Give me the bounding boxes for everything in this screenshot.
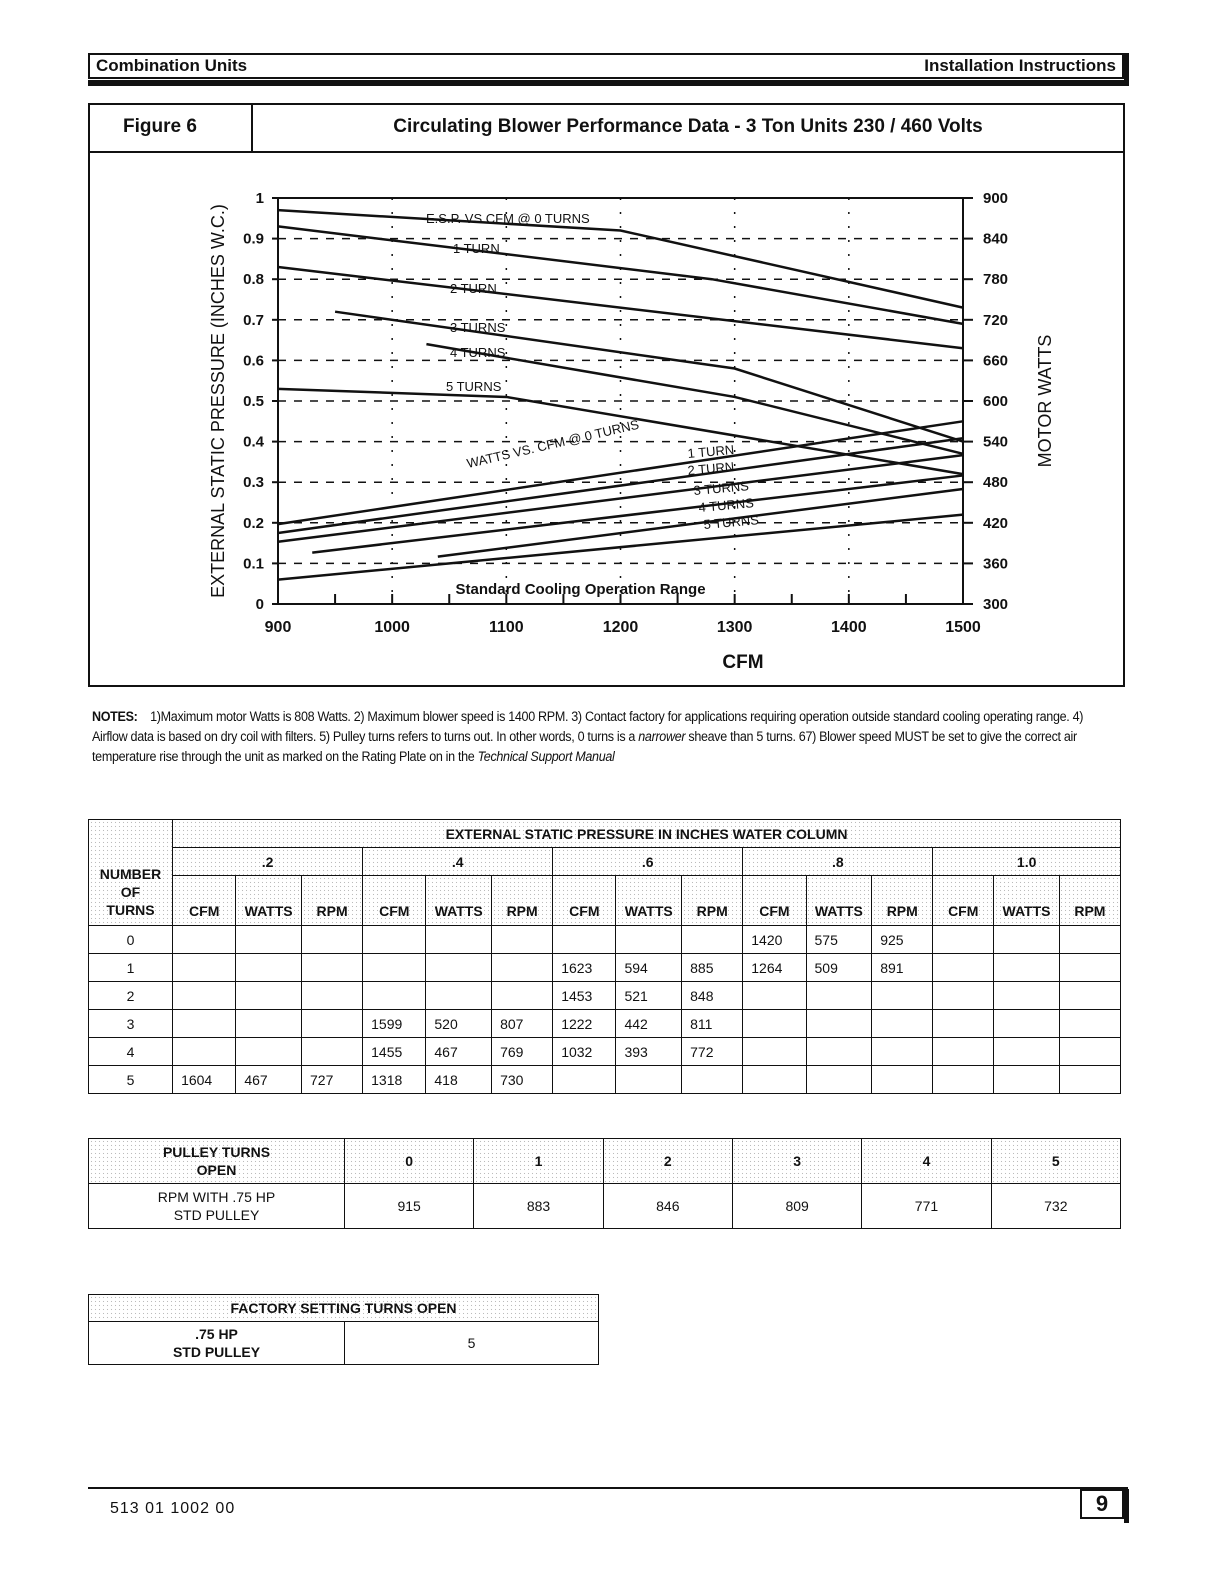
factory-row-label: [89, 1322, 345, 1365]
pressure-header: .8: [743, 848, 933, 876]
watts-series-label: 3 TURNS: [692, 478, 750, 498]
column-header-watts: WATTS: [426, 876, 492, 926]
page-number: 9: [1080, 1489, 1124, 1519]
table-cell: 467: [236, 1066, 302, 1094]
table-cell: 594: [616, 954, 682, 982]
column-header-cfm: CFM: [363, 876, 426, 926]
table-row: [89, 926, 1121, 954]
y-left-tick-label: 1: [255, 190, 264, 207]
pulley-turns-header: [89, 1139, 345, 1184]
watts-series-label: 5 TURNS: [702, 512, 760, 532]
table-cell: [302, 982, 363, 1010]
table-cell: 730: [492, 1066, 553, 1094]
esp-table-title: EXTERNAL STATIC PRESSURE IN INCHES WATER COLUMN: [173, 820, 1121, 848]
pulley-turn-header: 3: [732, 1139, 861, 1184]
table-cell: 1455: [363, 1038, 426, 1066]
column-header-rpm: RPM: [302, 876, 363, 926]
y-left-tick-label: 0.7: [243, 311, 264, 329]
table-cell: [426, 954, 492, 982]
factory-setting-table: [88, 1294, 599, 1365]
header-rule: [88, 80, 1128, 86]
column-header-watts: WATTS: [616, 876, 682, 926]
table-cell: [236, 1010, 302, 1038]
turns-cell: 3: [89, 1010, 173, 1038]
pulley-row-label-line1: RPM WITH .75 HP: [157, 1189, 276, 1205]
table-cell: [492, 982, 553, 1010]
table-cell: [236, 954, 302, 982]
table-cell: [236, 982, 302, 1010]
table-row: [89, 1066, 1121, 1094]
table-cell: [806, 982, 872, 1010]
notes-italic-2: Technical Support Manual: [477, 749, 615, 764]
y-right-tick-label: 540: [983, 433, 1009, 451]
column-header-rpm: RPM: [682, 876, 743, 926]
table-cell: 1222: [553, 1010, 616, 1038]
table-cell: 467: [426, 1038, 492, 1066]
table-cell: [872, 1038, 933, 1066]
table-cell: [616, 926, 682, 954]
y-left-tick-label: 0.8: [243, 271, 264, 289]
x-tick-label: 1500: [945, 619, 981, 636]
y-left-axis-label: EXTERNAL STATIC PRESSURE (INCHES W.C.): [208, 204, 228, 598]
page-number-shadow: [1124, 1489, 1129, 1523]
column-header-cfm: CFM: [743, 876, 806, 926]
x-tick-label: 1200: [602, 619, 639, 636]
table-cell: [743, 1066, 806, 1094]
turns-cell: 0: [89, 926, 173, 954]
factory-label-line2: STD PULLEY: [172, 1344, 261, 1360]
x-tick-label: 1000: [374, 619, 410, 636]
watts-series-label: WATTS VS. CFM @ 0 TURNS: [465, 416, 641, 471]
figure-label: Figure 6: [123, 116, 197, 137]
table-cell: [302, 1010, 363, 1038]
y-left-tick-label: 0.9: [243, 230, 264, 248]
esp-series-label: 3 TURNS: [450, 320, 506, 335]
pressure-header: .6: [553, 848, 743, 876]
table-cell: [806, 1038, 872, 1066]
table-cell: 1604: [173, 1066, 236, 1094]
y-right-tick-label: 480: [983, 474, 1009, 492]
column-header-rpm: RPM: [492, 876, 553, 926]
table-cell: [426, 982, 492, 1010]
table-cell: 521: [616, 982, 682, 1010]
header-right-title: Installation Instructions: [924, 56, 1116, 75]
x-tick-label: 1300: [716, 619, 753, 636]
pulley-rpm-cell: 915: [345, 1184, 474, 1229]
table-cell: [173, 1038, 236, 1066]
esp-series-label: 2 TURN: [450, 281, 497, 296]
table-cell: 1318: [363, 1066, 426, 1094]
table-cell: [994, 1038, 1060, 1066]
table-cell: [363, 926, 426, 954]
column-header-rpm: RPM: [872, 876, 933, 926]
table-cell: [302, 1038, 363, 1066]
factory-value: 5: [345, 1322, 599, 1365]
watts-series-label: 2 TURN: [686, 458, 735, 478]
column-header-watts: WATTS: [806, 876, 872, 926]
blower-performance-chart: [88, 153, 1123, 685]
figure-title: Circulating Blower Performance Data - 3 Ton Units 230 / 460 Volts: [393, 116, 983, 137]
watts-series-line: [278, 438, 963, 533]
y-right-tick-label: 660: [983, 352, 1009, 370]
table-cell: 1599: [363, 1010, 426, 1038]
table-cell: [743, 982, 806, 1010]
esp-series-label: 1 TURN: [453, 241, 500, 256]
pulley-rpm-cell: 883: [474, 1184, 603, 1229]
table-cell: [743, 1038, 806, 1066]
y-right-tick-label: 360: [983, 555, 1009, 573]
pulley-row-label-line2: STD PULLEY: [173, 1207, 260, 1223]
notes-paragraph: [92, 707, 1120, 767]
table-cell: [933, 1066, 994, 1094]
row-header-turns-label: NUMBER OF TURNS: [99, 866, 162, 918]
table-cell: 769: [492, 1038, 553, 1066]
table-cell: [426, 926, 492, 954]
table-cell: [553, 1066, 616, 1094]
table-cell: [1059, 926, 1120, 954]
table-cell: [872, 1066, 933, 1094]
table-cell: [553, 926, 616, 954]
table-cell: [933, 1010, 994, 1038]
table-cell: [173, 982, 236, 1010]
pulley-row-label: [89, 1184, 345, 1229]
table-cell: [872, 1010, 933, 1038]
table-cell: [236, 926, 302, 954]
factory-table-title: FACTORY SETTING TURNS OPEN: [89, 1295, 599, 1322]
pulley-rpm-cell: 846: [603, 1184, 732, 1229]
y-left-tick-label: 0.2: [243, 514, 264, 532]
table-cell: 520: [426, 1010, 492, 1038]
pulley-turns-table: [88, 1138, 1121, 1229]
table-cell: 891: [872, 954, 933, 982]
turns-cell: 1: [89, 954, 173, 982]
table-cell: [173, 954, 236, 982]
y-right-tick-label: 600: [983, 393, 1009, 410]
table-cell: [933, 926, 994, 954]
table-cell: [1059, 982, 1120, 1010]
table-cell: [872, 982, 933, 1010]
turns-cell: 4: [89, 1038, 173, 1066]
x-tick-label: 1100: [488, 619, 524, 636]
y-left-tick-label: 0: [255, 596, 264, 613]
table-cell: [1059, 1066, 1120, 1094]
y-left-tick-label: 0.5: [243, 393, 264, 410]
table-cell: 807: [492, 1010, 553, 1038]
table-cell: [682, 1066, 743, 1094]
table-cell: 727: [302, 1066, 363, 1094]
table-cell: [302, 926, 363, 954]
pulley-turn-header: 1: [474, 1139, 603, 1184]
notes-italic-1: narrower: [638, 729, 686, 744]
table-cell: 1264: [743, 954, 806, 982]
table-cell: [363, 954, 426, 982]
table-cell: [933, 954, 994, 982]
pulley-rpm-cell: 809: [732, 1184, 861, 1229]
column-header-cfm: CFM: [933, 876, 994, 926]
y-right-tick-label: 420: [983, 514, 1009, 532]
pulley-turn-header: 4: [862, 1139, 991, 1184]
table-cell: [806, 1010, 872, 1038]
table-cell: 1453: [553, 982, 616, 1010]
table-cell: [173, 926, 236, 954]
pulley-header-line2: OPEN: [196, 1162, 237, 1178]
table-row: [89, 1010, 1121, 1038]
y-right-tick-label: 720: [983, 311, 1009, 329]
pressure-header: 1.0: [933, 848, 1121, 876]
watts-series-label: 4 TURNS: [697, 495, 755, 515]
notes-label: NOTES:: [92, 709, 138, 724]
pressure-header: .4: [363, 848, 553, 876]
watts-series-label: 1 TURN: [686, 441, 735, 461]
row-header-turns: [89, 820, 173, 926]
table-cell: 885: [682, 954, 743, 982]
document-number: 513 01 1002 00: [110, 1500, 236, 1517]
table-cell: 848: [682, 982, 743, 1010]
table-cell: [173, 1010, 236, 1038]
pulley-turn-header: 5: [991, 1139, 1120, 1184]
esp-performance-table: [88, 819, 1121, 1094]
esp-series-label: 4 TURNS: [450, 345, 506, 360]
pressure-header: .2: [173, 848, 363, 876]
table-cell: [994, 926, 1060, 954]
y-right-tick-label: 900: [983, 190, 1009, 207]
table-cell: 772: [682, 1038, 743, 1066]
y-right-axis-label: MOTOR WATTS: [1035, 334, 1055, 468]
header-left-title: Combination Units: [96, 56, 248, 75]
table-cell: [682, 926, 743, 954]
notes-text-1: 1)Maximum motor Watts is 808 Watts. 2) Maximum blower speed is 1400 RPM. 3) Contact factory for applications requiring operation outside standard cooling operating range. 4) Airflow data is based on dry coil with filters. 5) Pulley turns refers to turns out. In other words, 0 turns is a: [92, 709, 1084, 744]
column-header-rpm: RPM: [1059, 876, 1120, 926]
table-cell: 1420: [743, 926, 806, 954]
esp-series-label: 5 TURNS: [446, 379, 502, 394]
y-left-tick-label: 0.6: [243, 352, 264, 370]
y-right-tick-label: 780: [983, 271, 1009, 289]
x-tick-label: 1400: [831, 619, 867, 636]
table-cell: [302, 954, 363, 982]
table-cell: [994, 982, 1060, 1010]
table-cell: [994, 954, 1060, 982]
table-cell: [363, 982, 426, 1010]
factory-label-line1: .75 HP: [195, 1326, 238, 1342]
table-cell: 1623: [553, 954, 616, 982]
y-left-tick-label: 0.1: [243, 555, 264, 573]
watts-series-line: [278, 515, 963, 580]
column-header-watts: WATTS: [236, 876, 302, 926]
y-right-tick-label: 300: [983, 596, 1009, 613]
range-label: Standard Cooling Operation Range: [455, 580, 706, 598]
table-cell: 925: [872, 926, 933, 954]
pulley-header-line1: PULLEY TURNS: [162, 1144, 271, 1160]
pulley-rpm-cell: 771: [862, 1184, 991, 1229]
column-header-cfm: CFM: [553, 876, 616, 926]
turns-cell: 5: [89, 1066, 173, 1094]
table-cell: [236, 1038, 302, 1066]
pulley-rpm-cell: 732: [991, 1184, 1120, 1229]
table-cell: 575: [806, 926, 872, 954]
esp-series-label: E.S.P. VS CFM @ 0 TURNS: [426, 211, 590, 226]
table-cell: [933, 1038, 994, 1066]
y-left-tick-label: 0.4: [243, 433, 264, 451]
table-row: [89, 1038, 1121, 1066]
table-cell: [743, 1010, 806, 1038]
table-cell: [616, 1066, 682, 1094]
table-cell: [1059, 1010, 1120, 1038]
x-axis-label: CFM: [722, 652, 764, 673]
esp-series-line: [278, 210, 963, 307]
table-cell: [492, 926, 553, 954]
pulley-turn-header: 0: [345, 1139, 474, 1184]
table-row: [89, 954, 1121, 982]
table-cell: [806, 1066, 872, 1094]
notes-text-2: sheave than 5 turns. 67) Blower speed MUST be set to give the correct air temperature rise through the unit as marked on the Rating Plate on in the: [92, 729, 1077, 764]
table-cell: [1059, 1038, 1120, 1066]
x-tick-label: 900: [264, 619, 292, 636]
table-cell: [994, 1066, 1060, 1094]
table-cell: 418: [426, 1066, 492, 1094]
table-cell: [1059, 954, 1120, 982]
table-cell: [994, 1010, 1060, 1038]
column-header-watts: WATTS: [994, 876, 1060, 926]
table-cell: 1032: [553, 1038, 616, 1066]
pulley-turn-header: 2: [603, 1139, 732, 1184]
table-cell: 811: [682, 1010, 743, 1038]
column-header-cfm: CFM: [173, 876, 236, 926]
table-row: [89, 982, 1121, 1010]
table-cell: [492, 954, 553, 982]
table-cell: 509: [806, 954, 872, 982]
watts-series-line: [278, 455, 963, 542]
table-cell: 442: [616, 1010, 682, 1038]
y-right-tick-label: 840: [983, 230, 1009, 248]
y-left-tick-label: 0.3: [243, 474, 264, 492]
table-cell: [933, 982, 994, 1010]
turns-cell: 2: [89, 982, 173, 1010]
table-cell: 393: [616, 1038, 682, 1066]
footer-rule: [88, 1487, 1128, 1489]
header-shadow: [1124, 53, 1129, 86]
